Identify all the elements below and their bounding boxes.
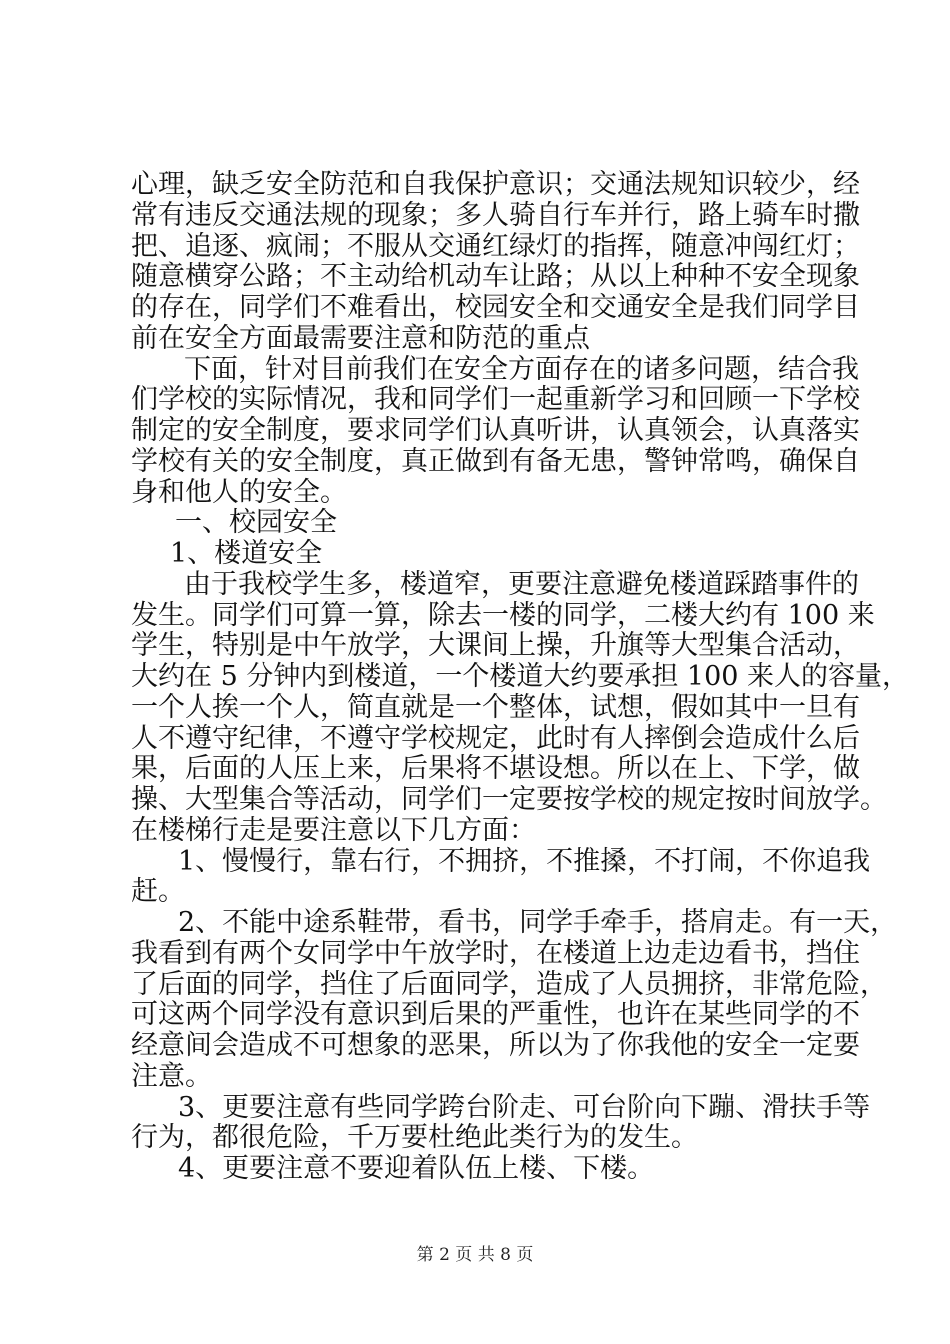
- body-line: 随意横穿公路；不主动给机动车让路；从以上种种不安全现象: [131, 261, 860, 292]
- body-line: 一个人挨一个人，简直就是一个整体，试想，假如其中一旦有: [131, 692, 860, 723]
- body-line: 在楼梯行走是要注意以下几方面：: [131, 815, 536, 846]
- body-line: 果，后面的人压上来，后果将不堪设想。所以在上、下学，做: [131, 753, 860, 784]
- subsection-heading: 1、楼道安全: [170, 538, 323, 569]
- body-line: 制定的安全制度，要求同学们认真听讲，认真领会，认真落实: [131, 415, 860, 446]
- body-line: 发生。同学们可算一算，除去一楼的同学，二楼大约有 100 来: [131, 600, 875, 631]
- body-line: 下面，针对目前我们在安全方面存在的诸多问题，结合我: [184, 354, 859, 385]
- body-line: 心理，缺乏安全防范和自我保护意识；交通法规知识较少，经: [131, 169, 860, 200]
- body-line: 学校有关的安全制度，真正做到有备无患，警钟常鸣，确保自: [131, 446, 860, 477]
- section-heading: 一、校园安全: [175, 507, 337, 538]
- list-item: 经意间会造成不可想象的恶果，所以为了你我他的安全一定要: [131, 1030, 860, 1061]
- list-item: 2、不能中途系鞋带，看书，同学手牵手，搭肩走。有一天，: [178, 907, 898, 938]
- list-item: 3、更要注意有些同学跨台阶走、可台阶向下蹦、滑扶手等: [178, 1092, 871, 1123]
- body-line: 把、追逐、疯闹；不服从交通红绿灯的指挥，随意冲闯红灯；: [131, 231, 860, 262]
- body-line: 身和他人的安全。: [131, 477, 347, 508]
- body-line: 人不遵守纪律，不遵守学校规定，此时有人摔倒会造成什么后: [131, 723, 860, 754]
- body-line: 常有违反交通法规的现象；多人骑自行车并行，路上骑车时撒: [131, 200, 860, 231]
- page-number-footer: 第 2 页 共 8 页: [416, 1245, 534, 1265]
- list-item: 注意。: [131, 1061, 212, 1092]
- body-line: 由于我校学生多，楼道窄，更要注意避免楼道踩踏事件的: [184, 569, 859, 600]
- list-item: 1、慢慢行，靠右行，不拥挤，不推搡，不打闹，不你追我: [178, 846, 871, 877]
- list-item: 了后面的同学，挡住了后面同学，造成了人员拥挤，非常危险，: [131, 969, 887, 1000]
- list-item: 赶。: [131, 876, 185, 907]
- list-item: 行为，都很危险，千万要杜绝此类行为的发生。: [131, 1122, 698, 1153]
- body-line: 操、大型集合等活动，同学们一定要按学校的规定按时间放学。: [131, 784, 887, 815]
- list-item: 我看到有两个女同学中午放学时，在楼道上边走边看书，挡住: [131, 938, 860, 969]
- body-line: 们学校的实际情况，我和同学们一起重新学习和回顾一下学校: [131, 384, 860, 415]
- body-line: 的存在，同学们不难看出，校园安全和交通安全是我们同学目: [131, 292, 860, 323]
- body-line: 前在安全方面最需要注意和防范的重点: [131, 323, 590, 354]
- body-line: 学生，特别是中午放学，大课间上操，升旗等大型集合活动，: [131, 630, 860, 661]
- list-item: 可这两个同学没有意识到后果的严重性，也许在某些同学的不: [131, 999, 860, 1030]
- list-item: 4、更要注意不要迎着队伍上楼、下楼。: [178, 1153, 655, 1184]
- body-line: 大约在 5 分钟内到楼道，一个楼道大约要承担 100 来人的容量，: [131, 661, 910, 692]
